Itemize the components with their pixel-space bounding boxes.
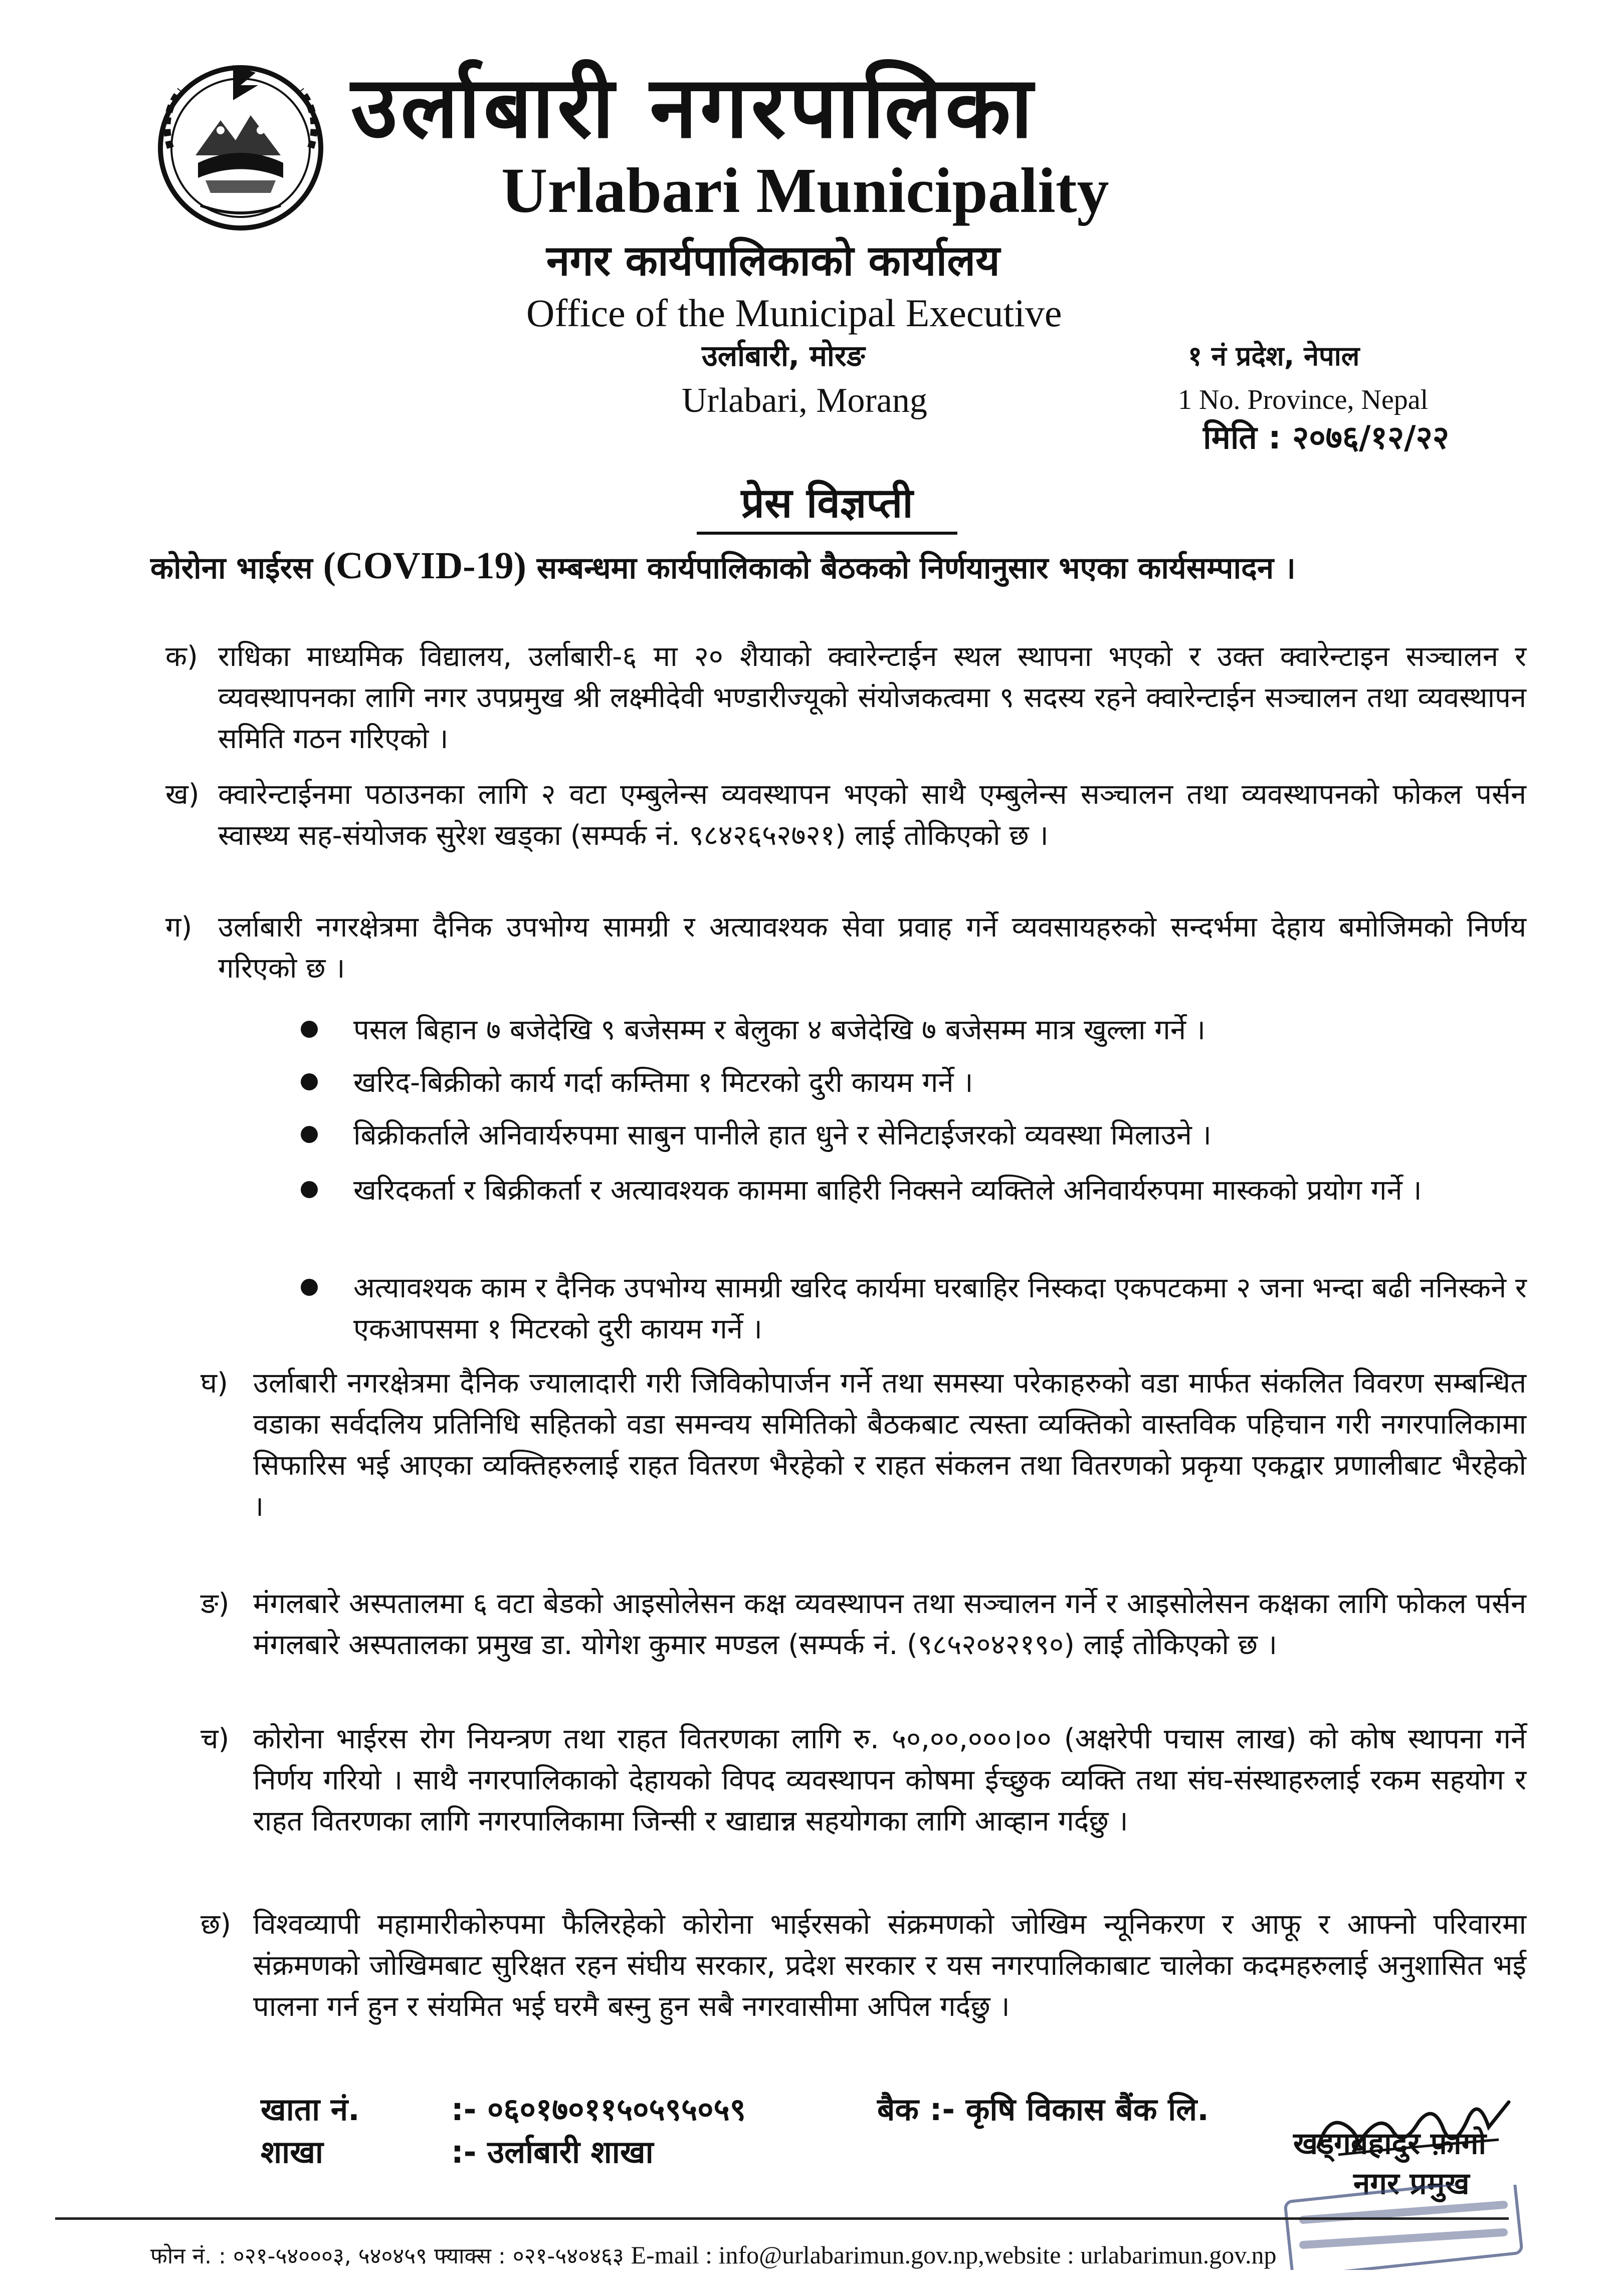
item-marker: ग)	[165, 911, 192, 944]
nepal-emblem-logo	[150, 55, 331, 236]
bullet-text: अत्यावश्यक काम र दैनिक उपभोग्य सामग्री खरिद कार्यमा घरबाहिर निस्कदा एकपटकमा २ जना भन्दा बढी ननिस्कने र एकआपसमा १ मिटरको दुरी कायम गर्ने ।	[353, 1272, 1527, 1345]
account-number-label: खाता नं.	[261, 2091, 360, 2128]
intro-paragraph	[150, 544, 1524, 590]
footer-divider	[55, 2217, 1509, 2220]
signatory-title: नगर प्रमुख	[1353, 2166, 1470, 2201]
bullet-dot	[301, 1279, 318, 1296]
item-marker: ख)	[165, 778, 199, 811]
item-ka	[165, 636, 1529, 762]
province-english: 1 No. Province, Nepal	[1178, 384, 1429, 415]
office-name-english: Office of the Municipal Executive	[526, 291, 1062, 335]
bullet-dot	[301, 1181, 318, 1198]
press-release-heading: प्रेस विज्ञप्ती	[697, 479, 957, 535]
issue-date: मिति : २०७६/१२/२२	[1203, 419, 1450, 456]
item-text: उर्लाबारी नगरक्षेत्रमा दैनिक उपभोग्य सामग्री र अत्यावश्यक सेवा प्रवाह गर्ने व्यवसायहरुको सन्दर्भमा देहाय बमोजिमको निर्णय गरिएको छ ।	[218, 911, 1526, 985]
item-chha	[200, 1904, 1529, 2075]
bullet-dot	[301, 1073, 318, 1090]
branch-value: :- उर्लाबारी शाखा	[451, 2134, 654, 2170]
bullet-dot	[301, 1021, 318, 1038]
item-text: राधिका माध्यमिक विद्यालय, उर्लाबारी-६ मा २० शैयाको क्वारेन्टाईन स्थल स्थापना भएको र उक्त क्वारेन्टाइन सञ्चालन र व्यवस्थापनका लागि नगर उपप्रमुख श्री लक्ष्मीदेवी भण्डारीज्यूको संयोजकत्वमा ९ सदस्य रहने क्वारेन्टाईन सञ्चालन तथा व्यवस्थापन समिति गठन गरिएको ।	[218, 640, 1526, 755]
account-number-value: :- ०६०१७०११५०५९५०५९	[451, 2091, 746, 2128]
footer-contact-en: E-mail : info@urlabarimun.gov.np,website : urlabarimun.gov.np	[631, 2241, 1277, 2269]
item-cha	[200, 1719, 1529, 1889]
item-text: मंगलबारे अस्पतालमा ६ वटा बेडको आइसोलेसन कक्ष व्यवस्थापन तथा सञ्चालन गर्ने र आइसोलेसन कक्षका लागि फोकल पर्सन मंगलबारे अस्पतालका प्रमुख डा. योगेश कुमार मण्डल (सम्पर्क नं. (९८५२०४२१९०) लाई तोकिएको छ ।	[253, 1587, 1526, 1661]
item-kha	[165, 774, 1529, 899]
bullet-text: पसल बिहान ७ बजेदेखि ९ बजेसम्म र बेलुका ४ बजेदेखि ७ बजेसम्म मात्र खुल्ला गर्ने ।	[353, 1014, 1205, 1046]
intro-before: कोरोना भाईरस	[150, 551, 313, 586]
municipality-name-nepali: उर्लाबारी नगरपालिका	[351, 58, 1036, 157]
location-english: Urlabari, Morang	[682, 381, 927, 420]
item-marker: च)	[200, 1723, 230, 1755]
item-marker: ङ)	[200, 1587, 230, 1620]
bullet-text: बिक्रीकर्ताले अनिवार्यरुपमा साबुन पानीले हात धुने र सेनिटाईजरको व्यवस्था मिलाउने ।	[353, 1119, 1212, 1152]
bullet-text: खरिद-बिक्रीको कार्य गर्दा कम्तिमा १ मिटरको दुरी कायम गर्ने ।	[353, 1066, 973, 1099]
signatory-name: खड्गबहादुर फ़ागो	[1293, 2126, 1487, 2161]
footer-contact-np: फोन नं. : ०२१-५४०००३, ५४०४५९ फ्याक्स : ०२१-५४०४६३	[150, 2243, 624, 2269]
location-nepali: उर्लाबारी, मोरङ	[702, 339, 865, 373]
item-text: कोरोना भाईरस रोग नियन्त्रण तथा राहत वितरणका लागि रु. ५०,००,०००।०० (अक्षरेपी पचास लाख) को कोष स्थापना गर्ने निर्णय गरियो । साथै नगरपालिकाको देहायको विपद व्यवस्थापन कोषमा ईच्छुक व्यक्ति तथा संघ-संस्थाहरुलाई रकम सहयोग र राहत वितरणका लागि नगरपालिकामा जिन्सी र खाद्यान्न सहयोगका लागि आव्हान गर्दछु ।	[253, 1723, 1526, 1838]
item-text: क्वारेन्टाईनमा पठाउनका लागि २ वटा एम्बुलेन्स व्यवस्थापन भएको साथै एम्बुलेन्स सञ्चालन तथा व्यवस्थापनको फोकल पर्सन स्वास्थ्य सह-संयोजक सुरेश खड्का (सम्पर्क नं. ९८४२६५२७२१) लाई तोकिएको छ ।	[218, 778, 1526, 852]
item-marker: घ)	[200, 1367, 228, 1400]
bank-name: बैक :- कृषि विकास बैंक लि.	[877, 2091, 1209, 2128]
bullet-text: खरिदकर्ता र बिक्रीकर्ता र अत्यावश्यक काममा बाहिरी निक्सने व्यक्तिले अनिवार्यरुपमा मास्कको प्रयोग गर्ने ।	[353, 1174, 1422, 1207]
item-marker: छ)	[200, 1908, 232, 1941]
intro-after: सम्बन्धमा कार्यपालिकाको बैठकको निर्णयानुसार भएका कार्यसम्पादन ।	[536, 551, 1296, 586]
item-text: विश्वव्यापी महामारीकोरुपमा फैलिरहेको कोरोना भाईरसको संक्रमणको जोखिम न्यूनिकरण र आफू र आफ्नो परिवारमा संक्रमणको जोखिमबाट सुरिक्षत रहन संघीय सरकार, प्रदेश सरकार र यस नगरपालिकाबाट चालेका कदमहरुलाई अनुशासित भई पालना गर्न हुन र संयमित भई घरमै बस्नु हुन सबै नगरवासीमा अपिल गर्दछु ।	[253, 1908, 1526, 2023]
municipality-name-english: Urlabari Municipality	[501, 155, 1109, 226]
item-text: उर्लाबारी नगरक्षेत्रमा दैनिक ज्यालादारी गरी जिविकोपार्जन गर्ने तथा समस्या परेकाहरुको वडा मार्फत संकलित विवरण सम्बन्धित वडाका सर्वदलिय प्रतिनिधि सहितको वडा समन्वय समितिको बैठकबाट त्यस्ता व्यक्तिको वास्तविक पहिचान गरी नगरपालिकामा सिफारिस भई आएका व्यक्तिहरुलाई राहत वितरण भैरहेको र राहत संकलन तथा वितरणको प्रकृया एकद्वार प्रणालीबाट भैरहेको ।	[253, 1367, 1526, 1523]
item-nga	[200, 1583, 1529, 1709]
item-gha	[200, 1363, 1529, 1573]
province-nepali: १ नं प्रदेश, नेपाल	[1188, 340, 1360, 372]
bullet-dot	[301, 1126, 318, 1143]
office-name-nepali: नगर कार्यपालिकाको कार्यालय	[546, 236, 1000, 285]
branch-label: शाखा	[261, 2134, 323, 2170]
footer-contact	[150, 2240, 1514, 2271]
item-ga	[165, 907, 1529, 992]
intro-covid: (COVID-19)	[323, 545, 526, 587]
item-marker: क)	[165, 640, 198, 673]
